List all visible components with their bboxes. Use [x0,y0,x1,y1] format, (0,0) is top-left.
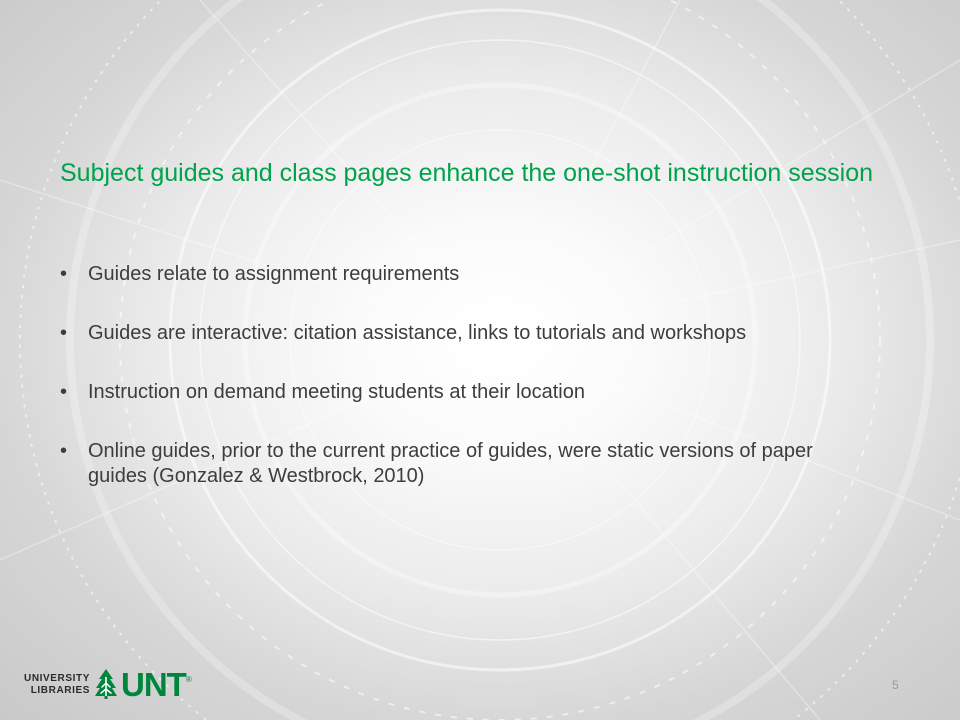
bullet-item [60,380,860,405]
bullet-item [60,262,860,287]
bullet-text: Guides relate to assignment requirements [88,263,460,285]
bullet-item [60,439,860,489]
unt-libraries-logo [24,665,192,705]
bullet-marker: • [60,263,68,285]
bullet-marker: • [60,440,68,462]
bullet-text: Online guides, prior to the current practice of guides, were static versions of paper guides (Gonzalez & Westbrock, 2010) [88,440,813,487]
logo-libraries-text [24,673,90,697]
bullet-text: Instruction on demand meeting students at their location [88,381,585,403]
bullet-marker: • [60,381,68,403]
logo-unt-wordmark: UNT [121,666,186,703]
logo-line-libraries: LIBRARIES [30,685,91,696]
bullet-list [60,262,860,523]
page-number: 5 [892,678,899,692]
bullet-text: Guides are interactive: citation assistance, links to tutorials and workshops [88,322,747,344]
logo-trademark: ® [185,675,192,684]
eagle-tree-icon [95,669,117,701]
bullet-item [60,321,860,346]
logo-line-university: UNIVERSITY [24,673,91,684]
slide-title: Subject guides and class pages enhance the one-shot instruction session [60,159,874,187]
bullet-marker: • [60,322,68,344]
